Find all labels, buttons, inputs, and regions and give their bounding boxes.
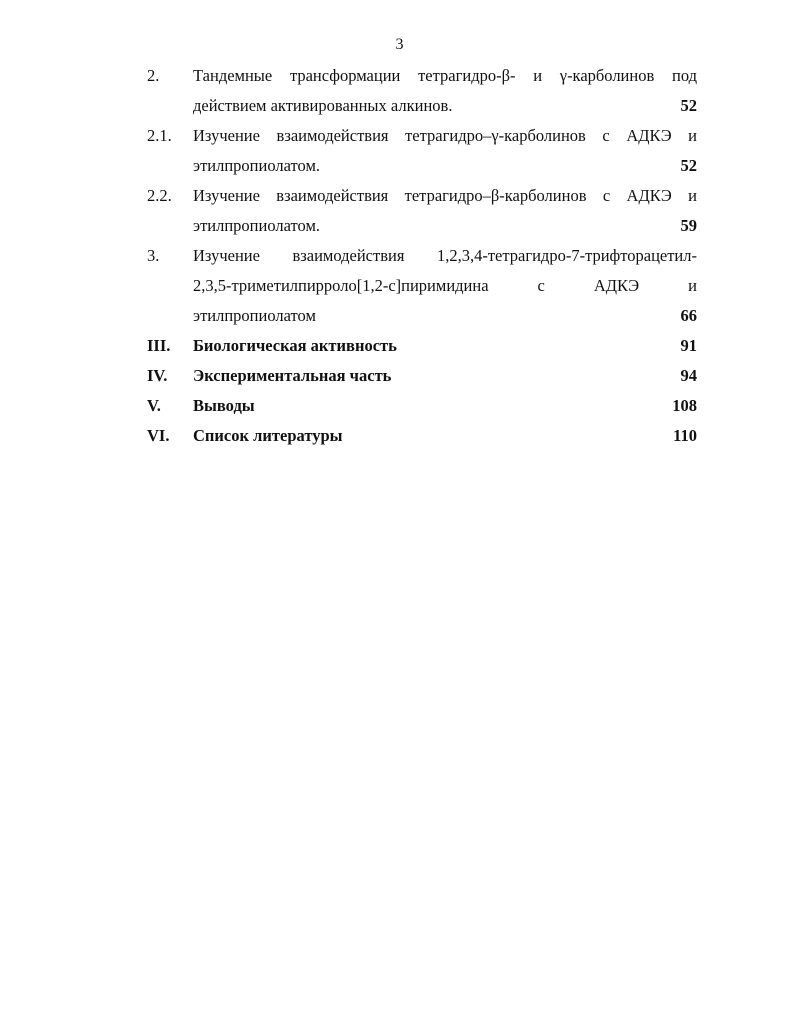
toc-page-number: 52 [680, 96, 697, 115]
toc-entry-2-2-cont[interactable] [147, 214, 697, 238]
toc-entry-2-2[interactable] [147, 184, 697, 208]
toc-number: 2. [147, 66, 160, 85]
toc-title-line: Изучение взаимодействия тетрагидро–γ-карболинов с АДКЭ и [193, 126, 697, 145]
toc-entry-VI[interactable] [147, 424, 697, 448]
toc-title-line: Тандемные трансформации тетрагидро-β- и γ-карболинов под [193, 66, 697, 85]
toc-entry-III[interactable] [147, 334, 697, 358]
toc-title-line: этилпропиолатом [193, 306, 316, 325]
toc-number: V. [147, 396, 161, 415]
toc-number: III. [147, 336, 171, 355]
toc-page-number: 108 [672, 396, 697, 415]
toc-number: 2.1. [147, 126, 172, 145]
toc-entry-2-cont[interactable] [147, 94, 697, 118]
toc-title-line: 2,3,5-триметилпирроло[1,2-c]пиримидина с АДКЭ и [193, 276, 697, 295]
toc-entry-2-1[interactable] [147, 124, 697, 148]
toc-page-number: 110 [673, 426, 697, 445]
toc-page-number: 59 [680, 216, 697, 235]
toc-title-line: действием активированных алкинов. [193, 96, 453, 115]
toc-page-number: 91 [680, 336, 697, 355]
toc-entry-3[interactable] [147, 244, 697, 268]
toc-title-line: Выводы [193, 396, 255, 415]
toc-entry-V[interactable] [147, 394, 697, 418]
toc-title-line: Изучение взаимодействия тетрагидро–β-карболинов с АДКЭ и [193, 186, 697, 205]
toc-page-number: 66 [680, 306, 697, 325]
toc-number: 3. [147, 246, 160, 265]
toc-title-line: этилпропиолатом. [193, 216, 321, 235]
toc-page-number: 52 [680, 156, 697, 175]
toc-entry-2-1-cont[interactable] [147, 154, 697, 178]
toc-entry-IV[interactable] [147, 364, 697, 388]
toc-title-line: Биологическая активность [193, 336, 397, 355]
toc-number: VI. [147, 426, 170, 445]
toc-title-line: Экспериментальная часть [193, 366, 392, 385]
toc-number: 2.2. [147, 186, 172, 205]
toc-number: IV. [147, 366, 168, 385]
toc-title-line: Список литературы [193, 426, 343, 445]
page-number: 3 [395, 36, 404, 53]
toc-title-line: Изучение взаимодействия 1,2,3,4-тетрагидро-7-трифторацетил- [193, 246, 697, 265]
toc-title-line: этилпропиолатом. [193, 156, 321, 175]
toc-entry-2[interactable] [147, 64, 697, 88]
toc-entry-3-cont[interactable] [147, 274, 697, 298]
toc-page-number: 94 [680, 366, 697, 385]
toc-entry-3-cont2[interactable] [147, 304, 697, 328]
